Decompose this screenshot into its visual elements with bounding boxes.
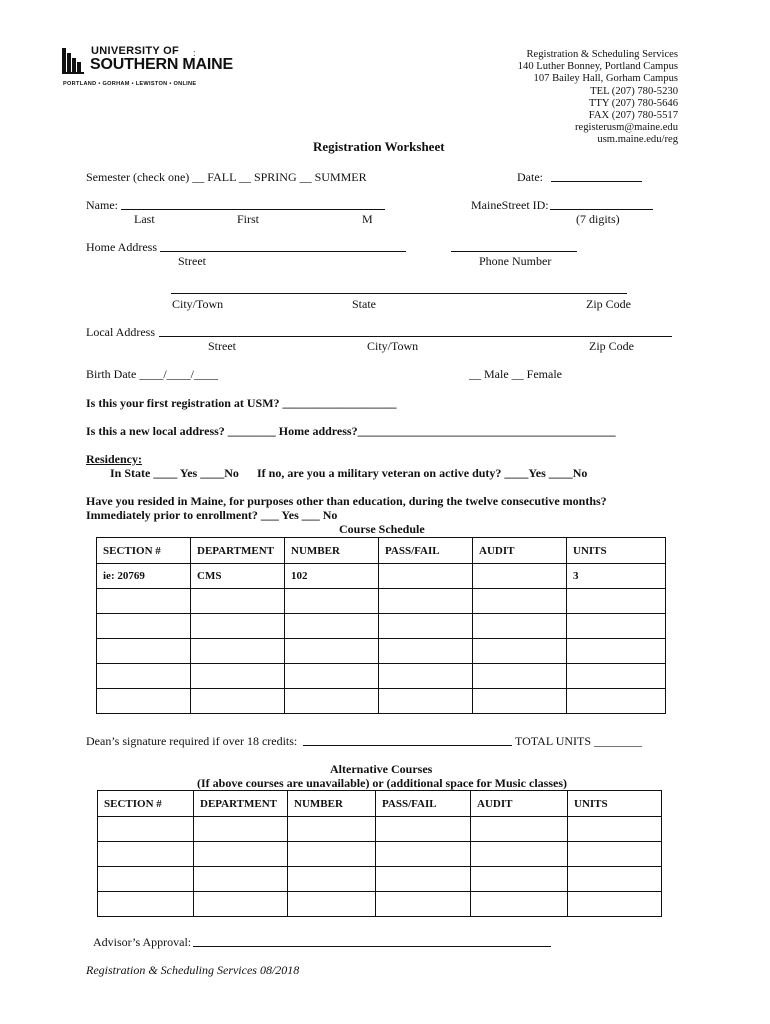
table-cell[interactable] [288, 842, 376, 867]
logo-campuses: PORTLAND • GORHAM • LEWISTON • ONLINE [63, 81, 197, 87]
course-schedule-heading: Course Schedule [339, 522, 425, 536]
name-first-caption: First [237, 212, 260, 226]
page-title: Registration Worksheet [313, 139, 445, 154]
local-city-caption: City/Town [367, 339, 419, 353]
table-cell[interactable] [194, 842, 288, 867]
table-cell[interactable] [376, 842, 471, 867]
dean-signature-label: Dean’s signature required if over 18 credits: [86, 734, 298, 748]
table-cell[interactable] [376, 867, 471, 892]
table-cell[interactable] [191, 664, 285, 689]
alternative-courses-heading: Alternative Courses [330, 762, 433, 776]
table-row[interactable] [97, 664, 666, 689]
address-line: FAX (207) 780-5517 [588, 110, 678, 122]
phone-input[interactable] [451, 251, 577, 252]
course-schedule-table [96, 537, 666, 714]
table-cell[interactable] [194, 817, 288, 842]
table-cell[interactable] [471, 817, 568, 842]
table-cell[interactable] [191, 589, 285, 614]
address-website: usm.maine.edu/reg [597, 134, 678, 146]
home-city-state-zip-input[interactable] [171, 293, 627, 294]
table-row[interactable] [98, 817, 662, 842]
date-input[interactable] [551, 181, 642, 182]
semester-field[interactable]: Semester (check one) __ FALL __ SPRING __ SUMMER [86, 170, 367, 184]
table-cell[interactable] [285, 689, 379, 714]
table-cell[interactable] [473, 664, 567, 689]
table-cell[interactable] [473, 589, 567, 614]
column-header: NUMBER [288, 791, 376, 817]
column-header: SECTION # [98, 791, 194, 817]
home-zip-caption: Zip Code [586, 297, 631, 311]
table-cell[interactable] [471, 842, 568, 867]
logo-line-1: UNIVERSITY OF [91, 45, 180, 57]
table-cell[interactable] [191, 689, 285, 714]
table-header-row [97, 538, 666, 564]
table-cell[interactable] [568, 867, 662, 892]
home-address-label: Home Address [86, 240, 157, 254]
table-cell[interactable] [288, 867, 376, 892]
column-header: AUDIT [473, 538, 567, 564]
table-cell[interactable] [567, 689, 666, 714]
address-email: registerusm@maine.edu [574, 122, 678, 134]
table-cell[interactable] [285, 639, 379, 664]
table-cell[interactable] [379, 614, 473, 639]
table-cell[interactable] [471, 867, 568, 892]
table-cell[interactable] [191, 639, 285, 664]
phone-caption: Phone Number [479, 254, 552, 268]
table-cell[interactable] [473, 689, 567, 714]
table-cell[interactable] [285, 664, 379, 689]
table-cell[interactable] [567, 614, 666, 639]
total-units-field[interactable]: TOTAL UNITS ________ [515, 734, 643, 748]
column-header: NUMBER [285, 538, 379, 564]
table-cell[interactable] [98, 842, 194, 867]
table-cell[interactable] [194, 892, 288, 917]
logo-line-2: SOUTHERN MAINE [90, 56, 233, 73]
local-address-input[interactable] [159, 336, 672, 337]
local-zip-caption: Zip Code [589, 339, 634, 353]
table-cell[interactable] [567, 639, 666, 664]
example-row [97, 564, 666, 589]
table-cell[interactable] [285, 614, 379, 639]
office-address [518, 49, 678, 147]
table-row[interactable] [97, 689, 666, 714]
usm-logo-icon [62, 46, 86, 74]
column-header: DEPARTMENT [194, 791, 288, 817]
new-local-address-question[interactable]: Is this a new local address? ________ Home address?___________________________________________ [86, 424, 616, 438]
date-label: Date: [517, 170, 543, 184]
table-row[interactable] [98, 892, 662, 917]
address-line: 140 Luther Bonney, Portland Campus [517, 61, 678, 73]
name-middle-caption: M [362, 212, 373, 226]
alternative-courses-table [97, 790, 662, 917]
table-cell[interactable] [97, 589, 191, 614]
column-header: UNITS [567, 538, 666, 564]
table-cell[interactable] [97, 639, 191, 664]
column-header: DEPARTMENT [191, 538, 285, 564]
table-cell: ie: 20769 [97, 564, 191, 589]
table-cell[interactable] [98, 892, 194, 917]
address-line: 107 Bailey Hall, Gorham Campus [533, 73, 678, 85]
birth-date-field[interactable]: Birth Date ____/____/____ [86, 367, 218, 381]
table-cell[interactable] [568, 817, 662, 842]
table-cell: CMS [191, 564, 285, 589]
column-header: SECTION # [97, 538, 191, 564]
column-header: PASS/FAIL [376, 791, 471, 817]
logo-mark: : [193, 48, 196, 59]
advisor-approval-label: Advisor’s Approval: [93, 935, 192, 949]
advisor-approval-input[interactable] [193, 946, 551, 947]
table-cell[interactable] [568, 842, 662, 867]
table-row[interactable] [98, 842, 662, 867]
name-last-caption: Last [134, 212, 155, 226]
table-cell[interactable] [285, 589, 379, 614]
table-row[interactable] [98, 867, 662, 892]
table-cell[interactable] [98, 817, 194, 842]
table-cell[interactable] [288, 817, 376, 842]
column-header: UNITS [568, 791, 662, 817]
table-cell[interactable] [473, 639, 567, 664]
table-cell [379, 564, 473, 589]
home-state-caption: State [352, 297, 376, 311]
mainestreet-id-hint: (7 digits) [576, 212, 620, 226]
in-state-question[interactable]: In State ____ Yes ____No [110, 466, 239, 480]
table-cell [473, 564, 567, 589]
alternative-courses-subheading: (If above courses are unavailable) or (additional space for Music classes) [197, 776, 567, 790]
column-header: PASS/FAIL [379, 538, 473, 564]
table-header-row [98, 791, 662, 817]
table-row[interactable] [97, 614, 666, 639]
table-cell[interactable] [97, 689, 191, 714]
name-label: Name: [86, 198, 118, 212]
table-cell: 102 [285, 564, 379, 589]
dean-signature-input[interactable] [303, 745, 512, 746]
maine-residence-question: Have you resided in Maine, for purposes other than education, during the twelve consecutive months? [86, 494, 607, 508]
table-cell[interactable] [97, 664, 191, 689]
table-row[interactable] [97, 639, 666, 664]
address-line: Registration & Scheduling Services [526, 49, 678, 60]
table-cell[interactable] [473, 614, 567, 639]
first-registration-question[interactable]: Is this your first registration at USM? ___________________ [86, 396, 397, 410]
table-cell[interactable] [567, 664, 666, 689]
local-street-caption: Street [208, 339, 236, 353]
table-cell[interactable] [376, 817, 471, 842]
mainestreet-id-label: MaineStreet ID: [471, 198, 549, 212]
table-cell[interactable] [194, 867, 288, 892]
gender-field[interactable]: __ Male __ Female [469, 367, 562, 381]
address-line: TTY (207) 780-5646 [588, 97, 678, 109]
table-cell[interactable] [98, 867, 194, 892]
table-cell[interactable] [288, 892, 376, 917]
form-footer: Registration & Scheduling Services 08/2018 [86, 963, 300, 977]
table-cell[interactable] [379, 639, 473, 664]
home-street-caption: Street [178, 254, 206, 268]
prior-enrollment-question[interactable]: Immediately prior to enrollment? ___ Yes ___ No [86, 508, 338, 522]
home-city-caption: City/Town [172, 297, 224, 311]
table-cell[interactable] [191, 614, 285, 639]
table-cell[interactable] [97, 614, 191, 639]
table-cell[interactable] [471, 892, 568, 917]
name-input[interactable] [121, 209, 385, 210]
residency-heading: Residency: [86, 452, 142, 466]
veteran-question[interactable]: If no, are you a military veteran on active duty? ____Yes ____No [257, 466, 588, 480]
table-cell: 3 [567, 564, 666, 589]
table-row[interactable] [97, 589, 666, 614]
table-cell[interactable] [379, 664, 473, 689]
table-cell[interactable] [379, 589, 473, 614]
address-line: TEL (207) 780-5230 [590, 85, 678, 97]
table-cell[interactable] [567, 589, 666, 614]
local-address-label: Local Address [86, 325, 155, 339]
mainestreet-id-input[interactable] [550, 209, 653, 210]
column-header: AUDIT [471, 791, 568, 817]
table-cell[interactable] [568, 892, 662, 917]
home-street-input[interactable] [160, 251, 406, 252]
table-cell[interactable] [376, 892, 471, 917]
table-cell[interactable] [379, 689, 473, 714]
